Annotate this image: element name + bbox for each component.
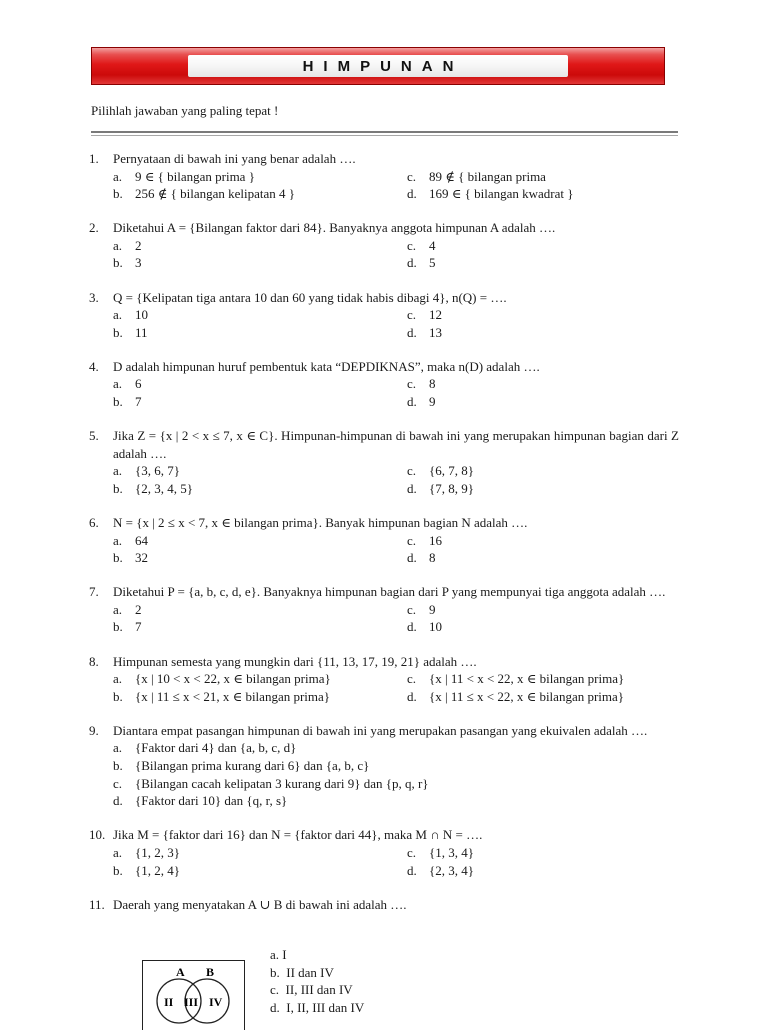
question-text: D adalah himpunan huruf pembentuk kata “DEPDIKNAS”, maka n(D) adalah …. bbox=[113, 358, 679, 376]
option-text: 2 bbox=[135, 237, 142, 255]
option-text: {1, 2, 4} bbox=[135, 862, 180, 880]
question-text: Diketahui A = {Bilangan faktor dari 84}. Banyaknya anggota himpunan A adalah …. bbox=[113, 219, 679, 237]
option-b[interactable] bbox=[270, 964, 364, 982]
option-text: 13 bbox=[429, 324, 442, 342]
option-letter: d. bbox=[113, 792, 135, 810]
option-b[interactable] bbox=[113, 185, 407, 203]
option-a[interactable] bbox=[113, 844, 407, 862]
option-letter: d. bbox=[407, 688, 429, 706]
option-letter: b. bbox=[113, 688, 135, 706]
option-letter: c. bbox=[407, 375, 429, 393]
option-a[interactable] bbox=[113, 168, 407, 186]
option-b[interactable] bbox=[113, 254, 407, 272]
option-text: 5 bbox=[429, 254, 436, 272]
divider-line bbox=[91, 131, 678, 133]
option-letter: a. bbox=[113, 739, 135, 757]
option-text: I bbox=[282, 946, 286, 964]
option-c[interactable] bbox=[407, 237, 679, 255]
option-text: {1, 3, 4} bbox=[429, 844, 474, 862]
option-d[interactable] bbox=[407, 393, 679, 411]
option-text: {3, 6, 7} bbox=[135, 462, 180, 480]
option-d[interactable] bbox=[113, 792, 679, 810]
option-text: 3 bbox=[135, 254, 142, 272]
option-c[interactable] bbox=[407, 670, 679, 688]
option-text: 7 bbox=[135, 618, 142, 636]
option-text: {x | 10 < x < 22, x ∈ bilangan prima} bbox=[135, 670, 331, 688]
question-7 bbox=[89, 583, 679, 636]
option-letter: c. bbox=[407, 844, 429, 862]
option-text: 4 bbox=[429, 237, 436, 255]
option-letter: c. bbox=[113, 775, 135, 793]
option-d[interactable] bbox=[407, 324, 679, 342]
option-d[interactable] bbox=[407, 549, 679, 567]
question-number: 7. bbox=[89, 583, 113, 601]
option-d[interactable] bbox=[407, 254, 679, 272]
option-text: 64 bbox=[135, 532, 148, 550]
question-text: Pernyataan di bawah ini yang benar adalah …. bbox=[113, 150, 679, 168]
option-letter: b. bbox=[113, 618, 135, 636]
option-a[interactable] bbox=[113, 739, 679, 757]
option-text: {Bilangan cacah kelipatan 3 kurang dari 9} dan {p, q, r} bbox=[135, 775, 429, 793]
option-c[interactable] bbox=[407, 462, 679, 480]
option-letter: a. bbox=[113, 168, 135, 186]
option-letter: d. bbox=[407, 862, 429, 880]
question-5 bbox=[89, 427, 679, 497]
question-number: 3. bbox=[89, 289, 113, 307]
option-c[interactable] bbox=[407, 532, 679, 550]
option-c[interactable] bbox=[407, 844, 679, 862]
option-letter: a. bbox=[113, 237, 135, 255]
option-a[interactable] bbox=[113, 237, 407, 255]
option-a[interactable] bbox=[113, 670, 407, 688]
option-letter: c. bbox=[270, 981, 279, 999]
option-b[interactable] bbox=[113, 324, 407, 342]
option-letter: d. bbox=[407, 618, 429, 636]
option-c[interactable] bbox=[407, 601, 679, 619]
option-letter: c. bbox=[407, 237, 429, 255]
option-text: {2, 3, 4, 5} bbox=[135, 480, 193, 498]
question-number: 10. bbox=[89, 826, 113, 844]
question-2 bbox=[89, 219, 679, 272]
option-letter: a. bbox=[113, 306, 135, 324]
option-letter: b. bbox=[270, 964, 280, 982]
question-11-options bbox=[270, 946, 364, 1016]
page-title: HIMPUNAN bbox=[293, 58, 464, 75]
option-c[interactable] bbox=[407, 306, 679, 324]
question-number: 9. bbox=[89, 722, 113, 740]
option-c[interactable] bbox=[407, 375, 679, 393]
option-text: 9 bbox=[429, 601, 436, 619]
question-4 bbox=[89, 358, 679, 411]
option-letter: b. bbox=[113, 393, 135, 411]
option-letter: a. bbox=[113, 532, 135, 550]
question-text: N = {x | 2 ≤ x < 7, x ∈ bilangan prima}. Banyak himpunan bagian N adalah …. bbox=[113, 514, 679, 532]
option-letter: b. bbox=[113, 185, 135, 203]
question-10 bbox=[89, 826, 679, 879]
option-text: 10 bbox=[429, 618, 442, 636]
question-number: 2. bbox=[89, 219, 113, 237]
instruction-text: Pilihlah jawaban yang paling tepat ! bbox=[91, 103, 278, 119]
option-c[interactable] bbox=[407, 168, 679, 186]
option-text: {x | 11 < x < 22, x ∈ bilangan prima} bbox=[429, 670, 624, 688]
option-d[interactable] bbox=[407, 862, 679, 880]
question-text: Q = {Kelipatan tiga antara 10 dan 60 yang tidak habis dibagi 4}, n(Q) = …. bbox=[113, 289, 679, 307]
option-text: 32 bbox=[135, 549, 148, 567]
option-b[interactable] bbox=[113, 480, 407, 498]
option-letter: a. bbox=[113, 601, 135, 619]
question-number: 1. bbox=[89, 150, 113, 168]
question-1 bbox=[89, 150, 679, 203]
question-number: 11. bbox=[89, 896, 113, 914]
option-a[interactable] bbox=[270, 946, 364, 964]
title-banner bbox=[91, 47, 665, 85]
option-b[interactable] bbox=[113, 862, 407, 880]
question-number: 4. bbox=[89, 358, 113, 376]
question-11 bbox=[89, 896, 679, 914]
option-text: 8 bbox=[429, 549, 436, 567]
option-letter: d. bbox=[407, 185, 429, 203]
venn-region-ii: II bbox=[164, 995, 174, 1009]
option-a[interactable] bbox=[113, 375, 407, 393]
question-text: Himpunan semesta yang mungkin dari {11, 13, 17, 19, 21} adalah …. bbox=[113, 653, 679, 671]
question-9 bbox=[89, 722, 679, 810]
option-d[interactable] bbox=[407, 185, 679, 203]
option-a[interactable] bbox=[113, 601, 407, 619]
option-text: {Faktor dari 10} dan {q, r, s} bbox=[135, 792, 287, 810]
option-a[interactable] bbox=[113, 532, 407, 550]
option-text: 16 bbox=[429, 532, 442, 550]
option-text: 10 bbox=[135, 306, 148, 324]
option-letter: c. bbox=[407, 462, 429, 480]
option-text: {2, 3, 4} bbox=[429, 862, 474, 880]
question-3 bbox=[89, 289, 679, 342]
option-text: 12 bbox=[429, 306, 442, 324]
option-letter: c. bbox=[407, 306, 429, 324]
option-d[interactable] bbox=[407, 688, 679, 706]
question-text: Diketahui P = {a, b, c, d, e}. Banyaknya himpunan bagian dari P yang mempunyai tiga anggota adalah …. bbox=[113, 583, 679, 601]
option-d[interactable] bbox=[407, 480, 679, 498]
option-d[interactable] bbox=[270, 999, 364, 1017]
option-c[interactable] bbox=[270, 981, 364, 999]
option-letter: b. bbox=[113, 757, 135, 775]
option-b[interactable] bbox=[113, 757, 679, 775]
option-letter: c. bbox=[407, 670, 429, 688]
question-number: 5. bbox=[89, 427, 113, 462]
option-letter: d. bbox=[407, 549, 429, 567]
option-letter: b. bbox=[113, 254, 135, 272]
venn-region-iii: III bbox=[184, 995, 198, 1009]
option-text: 256 ∉ { bilangan kelipatan 4 } bbox=[135, 185, 295, 203]
option-text: 8 bbox=[429, 375, 436, 393]
option-text: {x | 11 ≤ x < 21, x ∈ bilangan prima} bbox=[135, 688, 330, 706]
option-a[interactable] bbox=[113, 462, 407, 480]
question-text: Jika Z = {x | 2 < x ≤ 7, x ∈ C}. Himpunan-himpunan di bawah ini yang merupakan himpunan bagian dari Z adalah …. bbox=[113, 427, 679, 462]
option-text: II, III dan IV bbox=[286, 981, 353, 999]
option-text: 6 bbox=[135, 375, 142, 393]
option-text: I, II, III dan IV bbox=[286, 999, 364, 1017]
option-b[interactable] bbox=[113, 393, 407, 411]
question-number: 8. bbox=[89, 653, 113, 671]
option-c[interactable] bbox=[113, 775, 679, 793]
option-letter: a. bbox=[113, 375, 135, 393]
option-text: {Faktor dari 4} dan {a, b, c, d} bbox=[135, 739, 296, 757]
option-letter: b. bbox=[113, 549, 135, 567]
option-text: {Bilangan prima kurang dari 6} dan {a, b, c} bbox=[135, 757, 369, 775]
option-text: {7, 8, 9} bbox=[429, 480, 474, 498]
option-letter: a. bbox=[270, 946, 279, 964]
option-a[interactable] bbox=[113, 306, 407, 324]
option-letter: d. bbox=[407, 254, 429, 272]
question-text: Jika M = {faktor dari 16} dan N = {faktor dari 44}, maka M ∩ N = …. bbox=[113, 826, 679, 844]
option-b[interactable] bbox=[113, 688, 407, 706]
option-text: {1, 2, 3} bbox=[135, 844, 180, 862]
option-d[interactable] bbox=[407, 618, 679, 636]
option-letter: c. bbox=[407, 532, 429, 550]
option-text: 89 ∉ { bilangan prima bbox=[429, 168, 546, 186]
option-letter: b. bbox=[113, 324, 135, 342]
option-text: II dan IV bbox=[286, 964, 334, 982]
option-text: 169 ∈ { bilangan kwadrat } bbox=[429, 185, 574, 203]
option-text: 2 bbox=[135, 601, 142, 619]
option-letter: c. bbox=[407, 601, 429, 619]
option-letter: c. bbox=[407, 168, 429, 186]
question-list bbox=[89, 150, 679, 930]
option-letter: a. bbox=[113, 462, 135, 480]
venn-region-iv: IV bbox=[209, 995, 223, 1009]
option-text: 7 bbox=[135, 393, 142, 411]
option-text: {x | 11 ≤ x < 22, x ∈ bilangan prima} bbox=[429, 688, 624, 706]
option-b[interactable] bbox=[113, 549, 407, 567]
venn-label-a: A bbox=[176, 965, 185, 979]
option-text: {6, 7, 8} bbox=[429, 462, 474, 480]
option-text: 11 bbox=[135, 324, 148, 342]
option-letter: d. bbox=[407, 480, 429, 498]
venn-label-b: B bbox=[206, 965, 214, 979]
option-text: 9 bbox=[429, 393, 436, 411]
option-letter: a. bbox=[113, 670, 135, 688]
option-letter: a. bbox=[113, 844, 135, 862]
question-6 bbox=[89, 514, 679, 567]
option-letter: b. bbox=[113, 862, 135, 880]
option-b[interactable] bbox=[113, 618, 407, 636]
option-text: 9 ∈ { bilangan prima } bbox=[135, 168, 255, 186]
question-8 bbox=[89, 653, 679, 706]
question-text: Diantara empat pasangan himpunan di bawah ini yang merupakan pasangan yang ekuivalen adalah …. bbox=[113, 722, 679, 740]
option-letter: b. bbox=[113, 480, 135, 498]
divider-line-thin bbox=[91, 135, 678, 136]
option-letter: d. bbox=[407, 324, 429, 342]
option-letter: d. bbox=[407, 393, 429, 411]
question-number: 6. bbox=[89, 514, 113, 532]
option-letter: d. bbox=[270, 999, 280, 1017]
title-plate bbox=[188, 55, 568, 77]
question-text: Daerah yang menyatakan A ∪ B di bawah ini adalah …. bbox=[113, 896, 679, 914]
venn-diagram bbox=[142, 960, 246, 1030]
